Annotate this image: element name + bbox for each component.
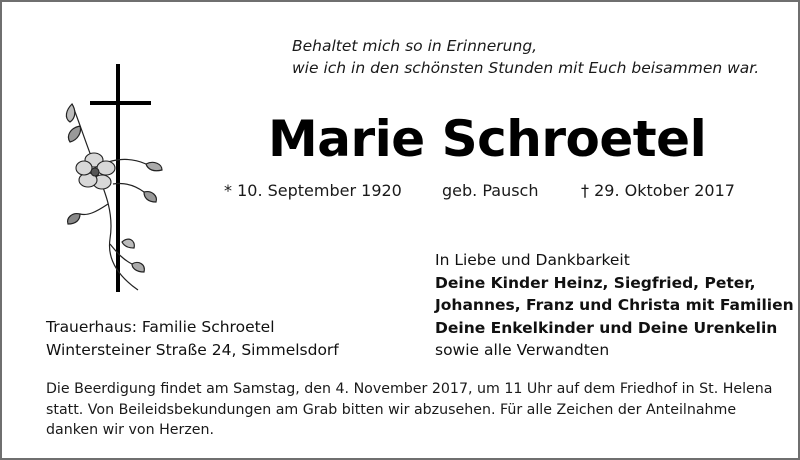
memorial-quote bbox=[292, 35, 759, 79]
maiden-name: geb. Pausch bbox=[442, 181, 539, 200]
death-date: † 29. Oktober 2017 bbox=[581, 181, 735, 200]
mourners-children-line-2: Johannes, Franz und Christa mit Familien bbox=[435, 296, 794, 314]
funeral-line-1: Die Beerdigung findet am Samstag, den 4. November 2017, um 11 Uhr auf dem Friedhof in St. Helena bbox=[46, 381, 773, 397]
mourning-house-address: Wintersteiner Straße 24, Simmelsdorf bbox=[46, 340, 339, 359]
flower-blossom-icon bbox=[76, 153, 115, 189]
mourners-intro: In Liebe und Dankbarkeit bbox=[435, 251, 630, 269]
quote-line-2: wie ich in den schönsten Stunden mit Euch beisammen war. bbox=[292, 59, 760, 77]
mourning-house-family: Trauerhaus: Familie Schroetel bbox=[46, 318, 275, 336]
mourners-relatives: sowie alle Verwandten bbox=[435, 341, 610, 359]
flower-branch-icon bbox=[66, 104, 162, 290]
mourners-grandchildren: Deine Enkelkinder und Deine Urenkelin bbox=[435, 318, 778, 337]
mourning-house bbox=[46, 316, 339, 361]
funeral-info bbox=[46, 379, 772, 441]
birth-date: * 10. September 1920 bbox=[224, 181, 402, 200]
deceased-name: Marie Schroetel bbox=[268, 110, 707, 168]
mourners-children-line-1: Deine Kinder Heinz, Siegfried, Peter, bbox=[435, 273, 756, 292]
funeral-line-2: statt. Von Beileidsbekundungen am Grab bitten wir abzusehen. Für alle Zeichen der Anteilnahme bbox=[46, 401, 737, 418]
mourners-list bbox=[435, 249, 794, 362]
funeral-line-3: danken wir von Herzen. bbox=[46, 422, 215, 438]
quote-line-1: Behaltet mich so in Erinnerung, bbox=[292, 37, 538, 55]
cross-with-flower-icon bbox=[58, 64, 168, 296]
